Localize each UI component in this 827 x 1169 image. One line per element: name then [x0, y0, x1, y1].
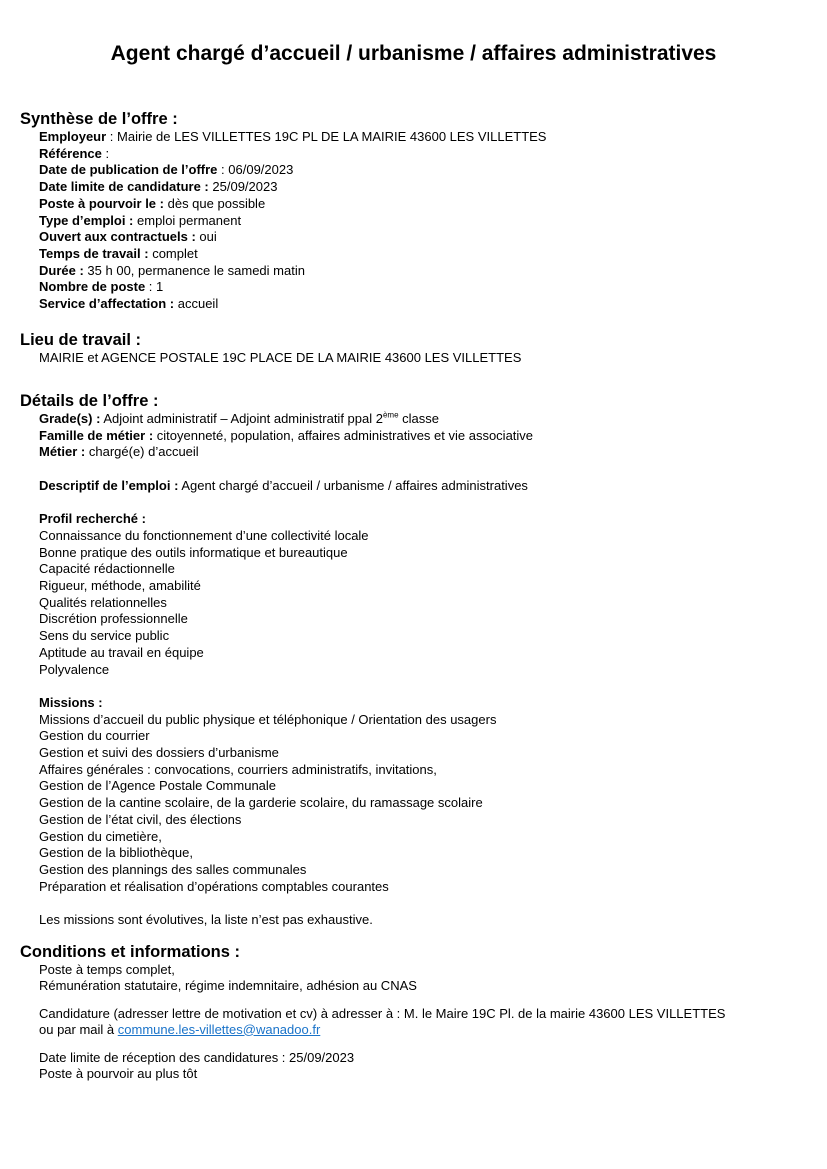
lieu-value: MAIRIE et AGENCE POSTALE 19C PLACE DE LA MAIRIE 43600 LES VILLETTES: [39, 350, 522, 365]
item-label: Type d’emploi :: [39, 212, 134, 228]
mission-item: Gestion du cimetière,: [39, 828, 162, 844]
profil-item: Aptitude au travail en équipe: [39, 644, 204, 660]
synthese-item: [39, 229, 810, 246]
item-sep: :: [145, 279, 157, 295]
section-heading: Lieu de travail :: [20, 331, 142, 349]
metier-line: [39, 444, 810, 461]
profil-item: Discrétion professionnelle: [39, 611, 188, 627]
profil-list: [39, 528, 810, 678]
descriptif-line: [39, 478, 810, 495]
item-value: 25/09/2023: [212, 179, 278, 195]
descriptif-value: Agent chargé d’accueil / urbanisme / affaires administratives: [181, 477, 528, 493]
profil-label: Profil recherché :: [39, 511, 146, 527]
item-value: 06/09/2023: [228, 162, 294, 178]
synthese-item: [39, 213, 810, 230]
synthese-list: [20, 129, 810, 313]
synthese-item: [39, 146, 810, 163]
mission-item: Gestion de la bibliothèque,: [39, 845, 193, 861]
item-label: Service d’affectation :: [39, 296, 175, 312]
section-heading: Conditions et informations :: [20, 943, 240, 961]
item-value: Mairie de LES VILLETTES 19C PL DE LA MAIRIE 43600 LES VILLETTES: [117, 129, 547, 144]
famille-line: [39, 428, 810, 445]
item-label: Nombre de poste: [39, 279, 146, 295]
missions-list: [39, 712, 810, 896]
profil-item: Sens du service public: [39, 628, 170, 644]
synthese-item: [39, 196, 810, 213]
mission-item: Affaires générales : convocations, courriers administratifs, invitations,: [39, 761, 437, 777]
famille-value: citoyenneté, population, affaires administratives et vie associative: [156, 427, 534, 443]
item-value: complet: [152, 245, 198, 261]
mission-item: Préparation et réalisation d’opérations comptables courantes: [39, 878, 389, 894]
profil-item: Qualités relationnelles: [39, 594, 167, 610]
item-value: accueil: [177, 296, 219, 312]
mission-item: Gestion de l’Agence Postale Communale: [39, 778, 277, 794]
synthese-item: [39, 279, 810, 296]
mission-item: Gestion des plannings des salles communales: [39, 861, 307, 877]
section-conditions: [20, 942, 810, 1081]
mission-item: Gestion et suivi des dossiers d’urbanisme: [39, 745, 279, 761]
section-lieu: [20, 330, 810, 367]
mission-item: Gestion de l’état civil, des élections: [39, 811, 242, 827]
profil-item: Rigueur, méthode, amabilité: [39, 578, 201, 593]
item-label: Date de publication de l’offre: [39, 162, 218, 178]
profil-item: Connaissance du fonctionnement d’une collectivité locale: [39, 527, 369, 543]
item-sep: :: [217, 162, 229, 178]
profil-item: Capacité rédactionnelle: [39, 561, 175, 577]
email-link[interactable]: commune.les-villettes@wanadoo.fr: [117, 1021, 321, 1037]
synthese-item: [39, 263, 810, 280]
item-value: 1: [156, 279, 164, 295]
synthese-item: [39, 162, 810, 179]
descriptif-label: Descriptif de l’emploi :: [39, 477, 179, 493]
conditions-line-2: Rémunération statutaire, régime indemnitaire, adhésion au CNAS: [39, 977, 417, 993]
grade-line: [39, 411, 810, 428]
mission-item: Missions d’accueil du public physique et téléphonique / Orientation des usagers: [39, 711, 497, 727]
synthese-item: [39, 296, 810, 313]
date-limite: Date limite de réception des candidatures : 25/09/2023: [39, 1050, 355, 1065]
synthese-item: [39, 246, 810, 263]
item-label: Ouvert aux contractuels :: [39, 229, 196, 245]
page-title: Agent chargé d’accueil / urbanisme / affaires administratives: [110, 42, 717, 65]
section-heading: Détails de l’offre :: [20, 392, 159, 410]
missions-note: Les missions sont évolutives, la liste n’est pas exhaustive.: [39, 912, 373, 928]
candidature-text: Candidature (adresser lettre de motivation et cv) à adresser à : M. le Maire 19C Pl. de la mairie 43600 LES VILLETTES: [39, 1006, 726, 1021]
synthese-item: [39, 179, 810, 196]
item-label: Durée :: [39, 262, 84, 278]
item-label: Poste à pourvoir le :: [39, 195, 164, 211]
grade-label: Grade(s) :: [39, 411, 101, 426]
missions-label: Missions :: [39, 694, 103, 710]
grade-sup: ème: [382, 410, 399, 420]
mail-line: [39, 1022, 810, 1038]
grade-value: Adjoint administratif – Adjoint administratif ppal 2: [103, 411, 383, 426]
grade-suffix: classe: [398, 411, 439, 426]
mission-item: Gestion du courrier: [39, 728, 150, 744]
mail-prefix: ou par mail à: [39, 1021, 118, 1037]
profil-item: Bonne pratique des outils informatique et bureautique: [39, 544, 348, 560]
item-value: oui: [199, 229, 217, 245]
item-value: 35 h 00, permanence le samedi matin: [87, 262, 305, 278]
item-value: dès que possible: [167, 195, 266, 211]
section-details: [20, 391, 810, 929]
poste-pourvoir: Poste à pourvoir au plus tôt: [39, 1065, 198, 1081]
profil-item: Polyvalence: [39, 661, 110, 677]
metier-value: chargé(e) d’accueil: [88, 444, 199, 460]
synthese-item: [39, 129, 810, 146]
conditions-line-1: Poste à temps complet,: [39, 962, 175, 977]
item-label: Employeur: [39, 129, 107, 144]
item-value: emploi permanent: [137, 212, 242, 228]
item-label: Temps de travail :: [39, 245, 149, 261]
section-synthese: [20, 109, 810, 313]
item-sep: :: [101, 145, 110, 161]
section-heading: Synthèse de l’offre :: [20, 110, 178, 128]
metier-label: Métier :: [39, 444, 86, 460]
item-label: Date limite de candidature :: [39, 179, 209, 195]
famille-label: Famille de métier :: [39, 427, 154, 443]
item-label: Référence: [39, 145, 102, 161]
item-sep: :: [106, 129, 118, 144]
mission-item: Gestion de la cantine scolaire, de la garderie scolaire, du ramassage scolaire: [39, 795, 483, 811]
